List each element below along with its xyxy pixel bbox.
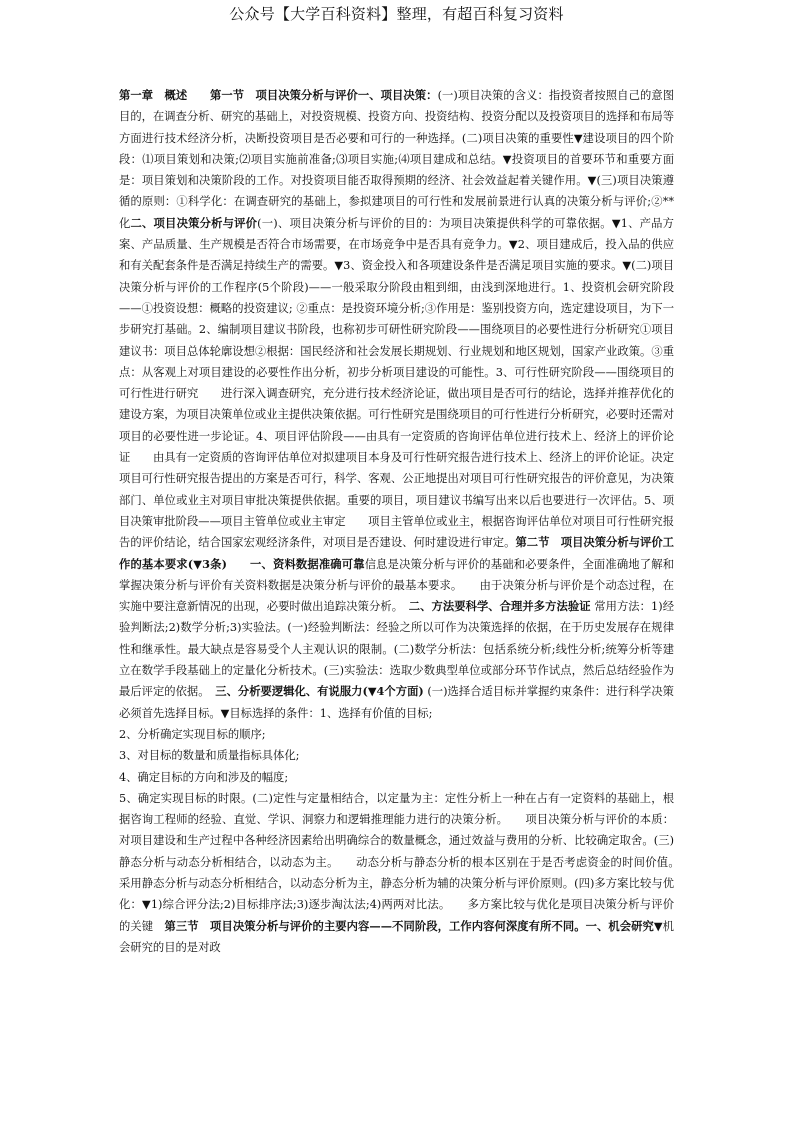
document-body [119, 85, 697, 958]
body-text: 常用方法：1)经验判断法;2)数学分析;3)实验法。(一)经验判断法：经验之所以可作为决策选择的依据，在于历史发展存在规律性和继承性。最大缺点是容易受个人主观认识的限制。(二)数学分析法：包括系统分析;线性分析;统筹分析等建立在数学手段基础上的定量化分析技术。(三)实验法：选取少数典型单位或部分环节作试点，然后总结经验作为最后评定的依据。 [119, 600, 674, 699]
paragraph: 4、确定目标的方向和涉及的幅度; [119, 770, 289, 784]
paragraph [119, 85, 674, 724]
paragraph: 3、对目标的数量和质量指标具体化; [119, 749, 300, 763]
heading-section: 二、项目决策分析与评价 [130, 215, 258, 230]
body-text: (一)选择合适目标并掌握约束条件：进行科学决策必须首先选择目标。▼目标选择的条件：1、选择有价值的目标; [119, 685, 674, 720]
heading-section: 第二节 项目决策分析与评价工作的基本要求(▼3条) 一、资料数据准确可靠 [119, 535, 674, 571]
body-text: 信息是决策分析与评价的基础和必要条件，全面准确地了解和掌握决策分析与评价有关资料数据是决策分析与评价的最基本要求。 由于决策分析与评价是个动态过程，在实施中要注意新情况的出现，必要时做出追踪决策分析。 [119, 557, 674, 614]
body-text: ▼机会研究的目的是对政 [119, 919, 674, 954]
heading-section: 三、分析要逻辑化、有说服力(▼4个方面) [215, 684, 424, 699]
heading-section: 二、方法要科学、合理并多方法验证 [408, 599, 591, 614]
body-text: (一)、项目决策分析与评价的目的：为项目决策提供科学的可靠依据。▼1、产品方案、产品质量、生产规模是否符合市场需要，在市场竞争中是否具有竞争力。▼2、项目建成后，投入品的供应和有关配套条件是否满足持续生产的需要。▼3、资金投入和各项建设条件是否满足项目实施的要求。▼(二)项目决策分析与评价的工作程序(5个阶段)——一般采取分阶段由粗到细，由浅到深地进行。1、投资机会研究阶段——①投资设想：概略的投资建议; ②重点：是投资环境分析;③作用是：鉴别投资方向，选定建设项目，为下一步研究打基础。2、编制项目建议书阶段，也称初步可研性研究阶段——围绕项目的必要性进行分析研究①项目建议书：项目总体轮廓设想②根据：国民经济和社会发展长期规划、行业规划和地区规划，国家产业政策。③重点：从客观上对项目建设的必要性作出分析，初步分析项目建设的可能性。3、可行性研究阶段——围绕项目的可行性进行研究 进行深入调查研究，充分进行技术经济论证，做出项目是否可行的结论，选择并推荐优化的建设方案，为项目决策单位或业主提供决策依据。可行性研究是围绕项目的可行性进行分析研究，必要时还需对项目的必要性进一步论证。4、项目评估阶段——由具有一定资质的咨询评估单位进行技术上、经济上的评价论证 由具有一定资质的咨询评估单位对拟建项目本身及可行性研究报告进行技术上、经济上的评价论证。决定项目可行性研究报告提出的方案是否可行，科学、客观、公正地提出对项目可行性研究报告的评价意见，为决策部门、单位或业主对项目审批决策提供依据。重要的项目，项目建议书编写出来以后也要进行一次评估。5、项目决策审批阶段——项目主管单位或业主审定 项目主管单位或业主，根据咨询评估单位对项目可行性研究报告的评价结论，结合国家宏观经济条件，对项目是否建设、何时建设进行审定。 [119, 216, 674, 550]
heading-chapter: 第一章 概述 第一节 项目决策分析与评价一、项目决策： [119, 88, 438, 102]
page-header: 公众号【大学百科资料】整理，有超百科复习资料 [229, 5, 564, 23]
heading-section: 第三节 项目决策分析与评价的主要内容——不同阶段，工作内容何深度有所不同。一、机会研究 [164, 918, 654, 933]
paragraph [119, 788, 697, 958]
body-text: 5、确定实现目标的时限。(二)定性与定量相结合，以定量为主：定性分析上一种在占有一定资料的基础上，根据咨询工程师的经验、直觉、学识、洞察力和逻辑推理能力进行的决策分析。 项目决策分析与评价的本质：对项目建设和生产过程中各种经济因素给出明确综合的数量概念，通过效益与费用的分析、比较确定取舍。(三)静态分析与动态分析相结合，以动态为主。 动态分析与静态分析的根本区别在于是否考虑资金的时间价值。 采用静态分析与动态分析相结合，以动态分析为主，静态分析为辅的决策分析与评价原则。(四)多方案比较与优化：▼1)综合评分法;2)目标排序法;3)逐步淘汰法;4)两两对比法。 多方案比较与优化是项目决策分析与评价的关键 [119, 791, 697, 933]
body-text: (一)项目决策的含义：指投资者按照自己的意图目的，在调查分析、研究的基础上，对投资规模、投资方向、投资结构、投资分配以及投资项目的选择和布局等方面进行技术经济分析，决断投资项目是否必要和可行的一种选择。(二)项目决策的重要性▼建设项目的四个阶段：⑴项目策划和决策;⑵项目实施前准备;⑶项目实施;⑷项目建成和总结。▼投资项目的首要环节和重要方面是：项目策划和决策阶段的工作。对投资项目能否取得预期的经济、社会效益起着关键作用。▼(三)项目决策遵循的原则：①科学化：在调查研究的基础上，参拟建项目的可行性和发展前景进行认真的决策分析与评价;②**化 [119, 89, 674, 230]
paragraph: 2、分析确定实现目标的顺序; [119, 727, 266, 741]
